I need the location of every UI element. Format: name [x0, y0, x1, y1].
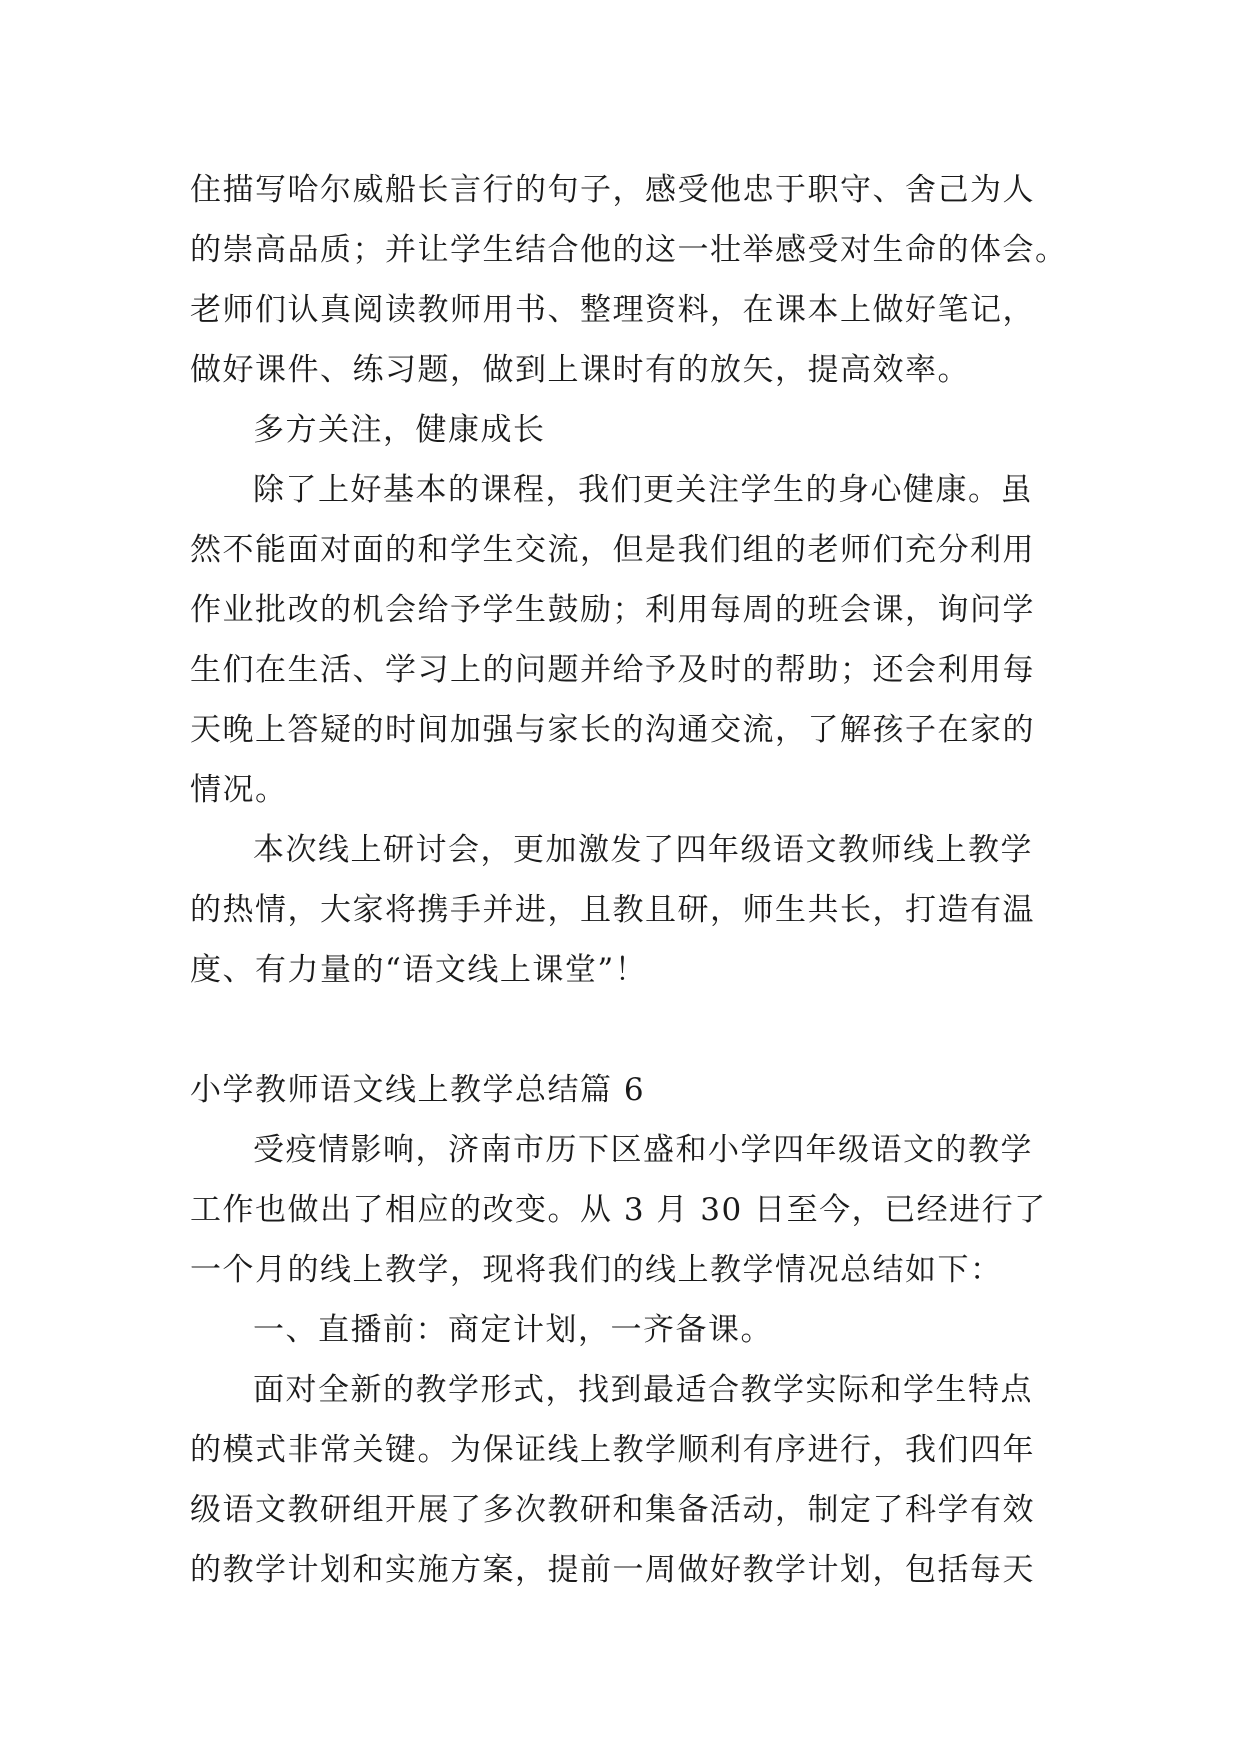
paragraph [190, 460, 1090, 820]
text-line: 的教学计划和实施方案，提前一周做好教学计划，包括每天 [190, 1552, 1035, 1588]
text-line: 做好课件、练习题，做到上课时有的放矢，提高效率。 [190, 352, 970, 388]
paragraph-subheading [190, 400, 1090, 460]
text-line: 的崇高品质；并让学生结合他的这一壮举感受对生命的体会。 [190, 232, 1068, 268]
text-line: 多方关注，健康成长 [253, 412, 546, 448]
section-gap [190, 1000, 1090, 1060]
text-line: 生们在生活、学习上的问题并给予及时的帮助；还会利用每 [190, 652, 1035, 688]
text-line: 情况。 [190, 772, 288, 808]
text-line: 除了上好基本的课程，我们更关注学生的身心健康。虽 [253, 472, 1033, 508]
text-line: 工作也做出了相应的改变。从 3 月 30 日至今，已经进行了 [190, 1192, 1047, 1228]
paragraph-subheading [190, 1300, 1090, 1360]
text-line: 然不能面对面的和学生交流，但是我们组的老师们充分利用 [190, 532, 1035, 568]
text-line: 级语文教研组开展了多次教研和集备活动，制定了科学有效 [190, 1492, 1035, 1528]
text-line: 天晚上答疑的时间加强与家长的沟通交流，了解孩子在家的 [190, 712, 1035, 748]
paragraph [190, 1120, 1090, 1300]
text-line: 一、直播前：商定计划，一齐备课。 [253, 1312, 773, 1348]
paragraph [190, 820, 1090, 1000]
text-line: 面对全新的教学形式，找到最适合教学实际和学生特点 [253, 1372, 1033, 1408]
text-line: 受疫情影响，济南市历下区盛和小学四年级语文的教学 [253, 1132, 1033, 1168]
text-line: 的模式非常关键。为保证线上教学顺利有序进行，我们四年 [190, 1432, 1035, 1468]
text-line: 度、有力量的“语文线上课堂”！ [190, 952, 648, 988]
paragraph [190, 160, 1090, 400]
text-line: 一个月的线上教学，现将我们的线上教学情况总结如下： [190, 1252, 1003, 1288]
text-line: 作业批改的机会给予学生鼓励；利用每周的班会课，询问学 [190, 592, 1035, 628]
section-title: 小学教师语文线上教学总结篇 6 [190, 1072, 646, 1108]
text-line: 老师们认真阅读教师用书、整理资料，在课本上做好笔记， [190, 292, 1035, 328]
text-line: 本次线上研讨会，更加激发了四年级语文教师线上教学 [253, 832, 1033, 868]
text-line: 住描写哈尔威船长言行的句子，感受他忠于职守、舍己为人 [190, 172, 1035, 208]
document-body [190, 160, 1090, 1600]
text-line: 的热情，大家将携手并进，且教且研，师生共长，打造有温 [190, 892, 1035, 928]
paragraph [190, 1360, 1090, 1600]
